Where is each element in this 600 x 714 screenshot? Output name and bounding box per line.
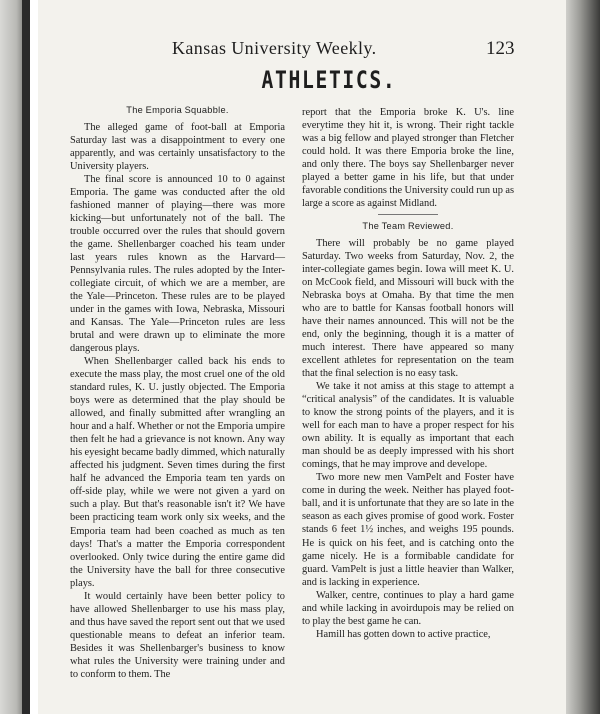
article-paragraph: There will probably be no game played Saturday. Two weeks from Saturday, Nov. 2, the inter-collegiate games begin. Iowa will meet K. U. on McCook field, and Missouri will buck with the Nebraska boys at Omaha. By that time the men who are to battle for Kansas football honors will have their names announced. This will not be the end, only the beginning, though it is a matter of much interest. There have appeared so many excellent athletes for representation on the team that the final selection is no easy task. [302,238,514,380]
article-paragraph: When Shellenbarger called back his ends to execute the mass play, the most cruel one of the old standard rules, K. U. justly objected. The Emporia boys were as determined that the play should be allowed, and finally submitted after wrangling an hour and a half. Whether or not the Emporia umpire then felt he had a grievance is not known. Any way his eyesight became badly dimmed, which naturally affected his judgment. Seven times during the first half he advanced the Emporia team ten yards on off-side play, while we were not given a yard on such a play. But that's reasonable isn't it? We have been practicing team work only six weeks, and the Emporia team had been coached as much as ten days! That's a matter the Emporia correspondent overlooked. Only twice during the entire game did the University have the ball for three consecutive plays. [70,356,285,589]
article-paragraph: The final score is announced 10 to 0 against Emporia. The game was conducted after the old fashioned manner of playing—there was more kicking—but unfortunately not of the ball. The trouble occurred over the rules that should govern the game. Shellenbarger coached his team under last years rules known as the Harvard—Pennsylvania rules. The rules adopted by the Inter-collegiate circuit, of which we are a member, are the Yale—Princeton. These rules are to be played under in the games with Iowa, Nebraska, Missouri and Kansas. The Yale—Princeton rules are less brutal and were drawn up to eliminate the more dangerous plays. [70,174,285,355]
article-paragraph: It would certainly have been better policy to have allowed Shellenbarger to use his mass play, and thus have saved the report sent out that we used questionable means to defeat an inferior team. Besides it was Shellenbarger's business to know what rules the University were training under and to conform to them. The [70,590,285,680]
right-column [302,106,514,641]
divider [378,214,438,215]
article-paragraph: Hamill has gotten down to active practice, [316,628,491,640]
running-title: Kansas University Weekly. [172,38,377,58]
book-gutter-left [0,0,30,714]
article-paragraph: Two more new men VamPelt and Foster have come in during the week. Neither has played foot-ball, and it is unfortunate that they are so late in the season as each gives promise of good work. Foster stands 6 feet 1½ inches, and weighs 195 pounds. He is quick on his feet, and is catching onto the game nicely. He is a formibable candidate for guard. VamPelt is just a little heavier than Walker, and is lacking in experience. [302,472,514,588]
article-paragraph: Walker, centre, continues to play a hard game and while lacking in avoirdupois may be relied on to play the best game he can. [302,589,514,627]
article-heading: The Team Reviewed. [362,221,454,232]
left-column [70,104,285,681]
section-title: ATHLETICS. [261,66,397,94]
book-edge-right [566,0,600,714]
continued-paragraph: report that the Emporia broke K. U's. line everytime they hit it, is wrong. Their right tackle was a big fellow and played stronger than Fletcher could hold. It was there Emporia broke the line, and only there. The boys say Shellenbarger never played a better game in his life, but that under favorable conditions the University could run up as large a score as against Midland. [302,107,514,210]
article-paragraph: We take it not amiss at this stage to attempt a “critical analysis” of the candidates. It is valuable to know the strong points of the players, and it is well for each man to have a proper respect for his own ability. It is equally as important that each man should be as deeply impressed with his short comings, that he may improve and develope. [302,381,514,471]
article-heading: The Emporia Squabble. [126,105,229,115]
page-number: 123 [486,38,515,59]
article-paragraph: The alleged game of foot-ball at Emporia Saturday last was a disappointment to every one apparently, and was certainly unsatisfactory to the University players. [70,122,285,173]
